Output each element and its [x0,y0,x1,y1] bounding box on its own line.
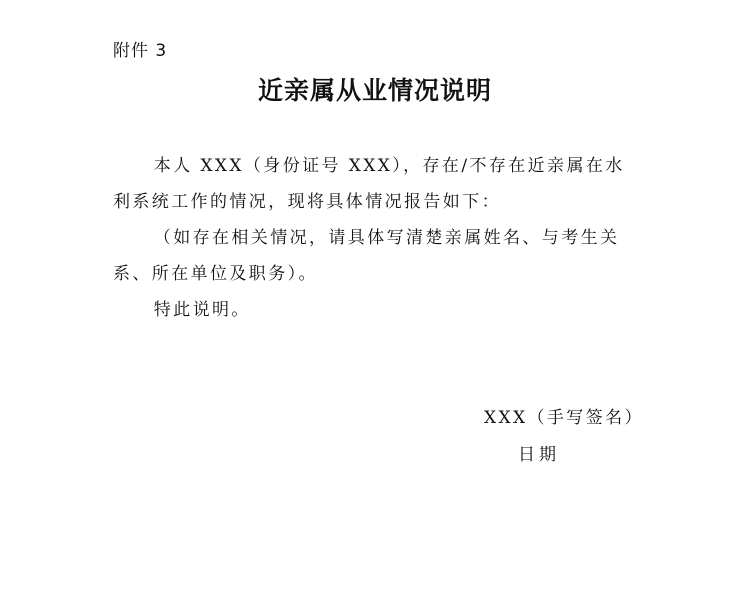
document-body [113,148,643,328]
closing-paragraph: 特此说明。 [153,300,251,320]
document-title: 近亲属从业情况说明 [257,76,492,105]
statement-paragraph: 本人 XXX（身份证号 XXX），存在/不存在近亲属在水利系统工作的情况，现将具体情况报告如下： [113,156,625,212]
attachment-label: 附件 3 [113,41,168,61]
instruction-paragraph: （如存在相关情况，请具体写清楚亲属姓名、与考生关系、所在单位及职务）。 [113,228,620,284]
date-label: 日期 [518,445,560,465]
signature-line: XXX（手写签名） [484,408,644,428]
